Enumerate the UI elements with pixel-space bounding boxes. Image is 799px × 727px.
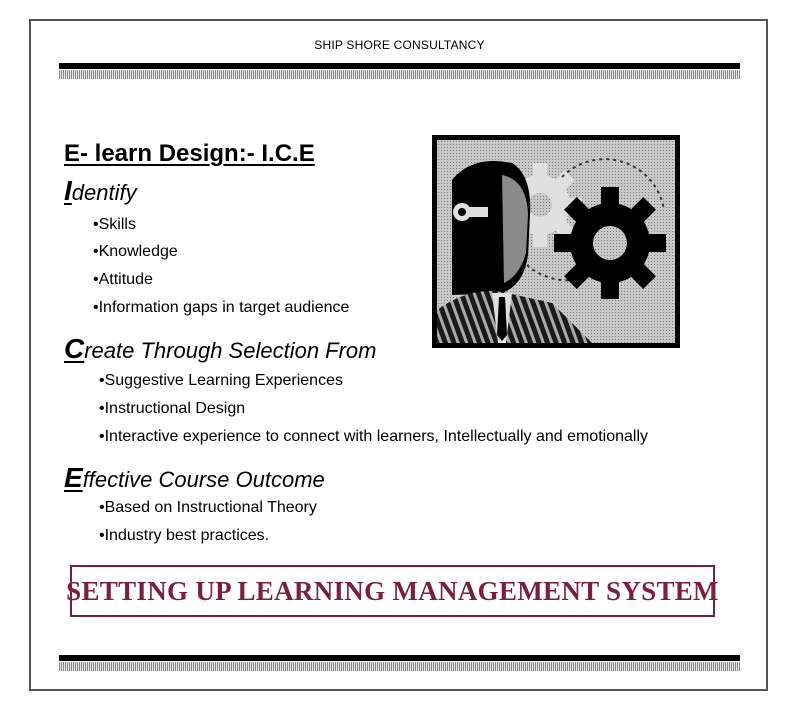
header-title: SHIP SHORE CONSULTANCY <box>314 38 485 52</box>
header-rule <box>59 63 740 69</box>
section-title: reate Through Selection From <box>84 338 377 363</box>
section-title: dentify <box>71 180 137 205</box>
bullet-item: •Industry best practices. <box>99 527 270 544</box>
bullet-item: •Skills <box>93 216 136 233</box>
bullet-item: •Information gaps in target audience <box>93 299 350 316</box>
banner-lms: SETTING UP LEARNING MANAGEMENT SYSTEM <box>70 565 715 617</box>
businessman-gears-icon <box>432 135 680 348</box>
header-rule-hatch <box>59 70 740 79</box>
section-initial: C <box>64 333 85 364</box>
section-create <box>64 333 377 365</box>
footer-rule-hatch <box>59 662 740 671</box>
bullet-item: •Attitude <box>93 271 153 288</box>
bullet-item: •Based on Instructional Theory <box>99 499 317 516</box>
section-identify <box>64 175 137 207</box>
bullet-item: •Instructional Design <box>99 400 246 417</box>
bullet-item: •Suggestive Learning Experiences <box>99 372 343 389</box>
section-initial: I <box>64 175 72 206</box>
section-effective <box>64 462 325 494</box>
bullet-item: •Interactive experience to connect with learners, Intellectually and emotionally <box>99 428 649 445</box>
section-title: ffective Course Outcome <box>82 467 325 492</box>
footer-rule <box>59 655 740 661</box>
section-initial: E <box>64 462 83 493</box>
page-heading: E- learn Design:- I.C.E <box>64 140 315 167</box>
bullet-item: •Knowledge <box>93 243 178 260</box>
